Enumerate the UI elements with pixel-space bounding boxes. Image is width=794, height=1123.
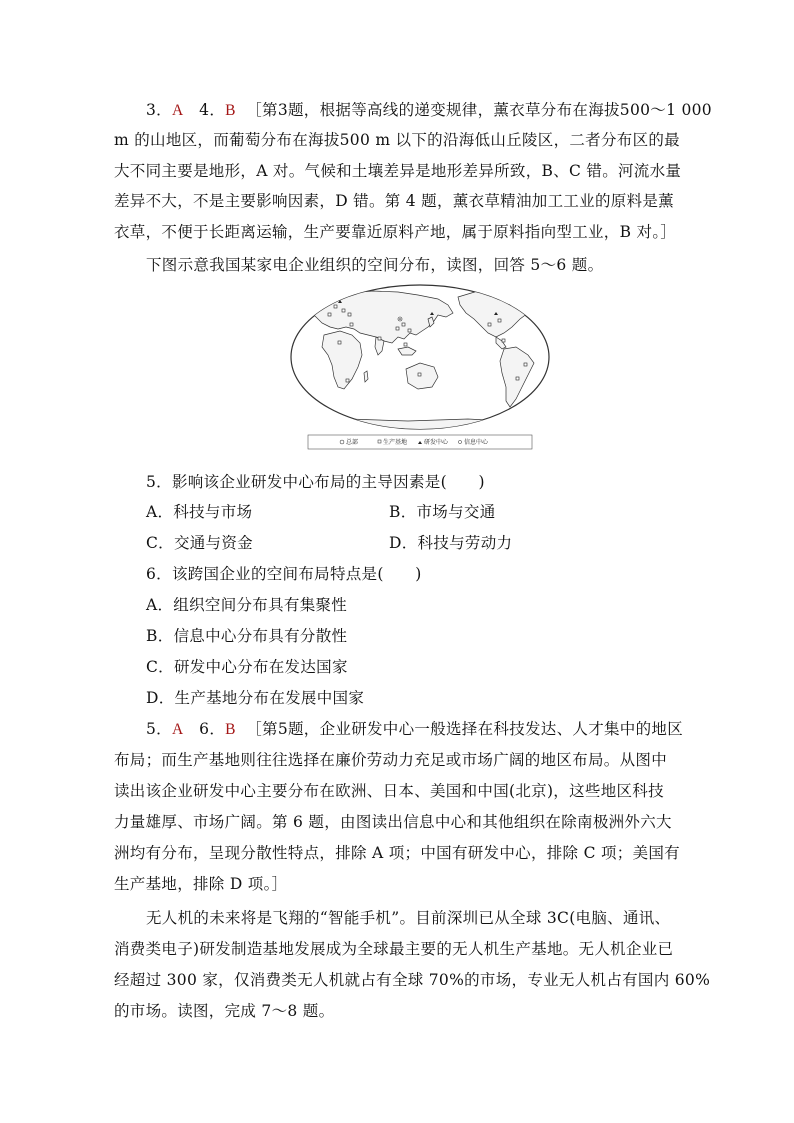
intro-7-8-line: 消费类电子)研发制造基地发展成为全球最主要的无人机生产基地。无人机企业已 bbox=[114, 940, 674, 958]
production-base-marker bbox=[418, 373, 421, 376]
world-map-figure bbox=[288, 283, 552, 455]
answer-letter: B bbox=[225, 721, 236, 738]
explanation-line: 读出该企业研发中心主要分布在欧洲、日本、美国和中国(北京)，这些地区科技 bbox=[114, 782, 664, 800]
explanation-text: ［第5题，企业研发中心一般选择在科技发达、人才集中的地区 bbox=[246, 720, 683, 738]
production-base-marker bbox=[348, 313, 351, 316]
question-6-stem: 6．该跨国企业的空间布局特点是( ) bbox=[146, 565, 422, 583]
answer-line-5-6 bbox=[146, 717, 683, 739]
answer-letter: B bbox=[225, 102, 236, 119]
production-base-marker bbox=[396, 327, 399, 330]
legend-info-center: 信息中心 bbox=[464, 439, 489, 446]
production-base-marker bbox=[328, 313, 331, 316]
antarctica bbox=[292, 419, 548, 433]
question-5-option-a[interactable]: A．科技与市场 bbox=[146, 503, 253, 521]
answer-letter: A bbox=[171, 102, 184, 119]
question-number: 6． bbox=[199, 720, 226, 738]
production-base-marker bbox=[350, 323, 353, 326]
intro-7-8-line: 的市场。读图，完成 7～8 题。 bbox=[114, 1002, 335, 1020]
production-base-marker bbox=[342, 309, 345, 312]
legend-rnd-center: 研发中心 bbox=[424, 439, 449, 446]
production-base-marker bbox=[408, 329, 411, 332]
intro-7-8-line: 无人机的未来将是飞翔的“智能手机”。目前深圳已从全球 3C(电脑、通讯、 bbox=[146, 909, 671, 927]
production-base-legend-icon bbox=[378, 440, 381, 443]
question-6-option-b[interactable]: B．信息中心分布具有分散性 bbox=[146, 627, 348, 645]
explanation-line: 布局；而生产基地则往往选择在廉价劳动力充足或市场广阔的地区布局。从图中 bbox=[114, 751, 668, 769]
question-number: 3． bbox=[146, 101, 172, 119]
question-number: 5． bbox=[146, 720, 172, 738]
production-base-marker bbox=[488, 323, 491, 326]
question-5-option-c[interactable]: C．交通与资金 bbox=[146, 534, 253, 552]
answer-letter: A bbox=[171, 721, 184, 738]
question-5-option-b[interactable]: B．市场与交通 bbox=[389, 503, 496, 521]
explanation-line: 衣草，不便于长距离运输，生产要靠近原料产地，属于原料指向型工业，B 对。］ bbox=[114, 223, 677, 241]
explanation-line: 生产基地，排除 D 项。］ bbox=[114, 875, 288, 893]
answer-line-3-4 bbox=[146, 98, 712, 120]
intro-5-6: 下图示意我国某家电企业组织的空间分布，读图，回答 5～6 题。 bbox=[146, 256, 604, 274]
legend-headquarters: 总部 bbox=[346, 439, 359, 446]
question-5-stem: 5．影响该企业研发中心布局的主导因素是( ) bbox=[146, 473, 485, 491]
production-base-marker bbox=[502, 339, 505, 342]
question-number: 4． bbox=[199, 101, 226, 119]
legend-production-base: 生产基地 bbox=[383, 439, 408, 446]
production-base-marker bbox=[516, 377, 519, 380]
info-center-legend-icon bbox=[458, 440, 461, 443]
production-base-marker bbox=[378, 337, 381, 340]
production-base-marker bbox=[498, 319, 501, 322]
explanation-line: 大不同主要是地形，A 对。气候和土壤差异是地形差异所致，B、C 错。河流水量 bbox=[114, 162, 682, 180]
headquarters-legend-icon bbox=[340, 440, 344, 444]
production-base-marker bbox=[402, 323, 405, 326]
explanation-text: ［第3题，根据等高线的递变规律，薰衣草分布在海拔500～1 000 bbox=[246, 101, 712, 119]
explanation-line: 力量雄厚、市场广阔。第 6 题，由图读出信息中心和其他组织在除南极洲外六大 bbox=[114, 813, 672, 831]
production-base-marker bbox=[334, 305, 337, 308]
explanation-line: m 的山地区，而葡萄分布在海拔500 m 以下的沿海低山丘陵区，二者分布区的最 bbox=[114, 131, 680, 149]
explanation-line: 差异不大，不是主要影响因素，D 错。第 4 题，薰衣草精油加工工业的原料是薰 bbox=[114, 192, 674, 210]
question-5-option-d[interactable]: D．科技与劳动力 bbox=[389, 534, 513, 552]
production-base-marker bbox=[404, 343, 407, 346]
greenland bbox=[524, 289, 542, 301]
headquarters-marker bbox=[398, 317, 402, 321]
explanation-line: 洲均有分布，呈现分散性特点，排除 A 项；中国有研发中心，排除 C 项；美国有 bbox=[114, 844, 680, 862]
production-base-marker bbox=[338, 341, 341, 344]
question-6-option-c[interactable]: C．研发中心分布在发达国家 bbox=[146, 658, 348, 676]
production-base-marker bbox=[346, 379, 349, 382]
intro-7-8-line: 经超过 300 家，仅消费类无人机就占有全球 70%的市场，专业无人机占有国内 60% bbox=[114, 971, 711, 989]
production-base-marker bbox=[524, 363, 527, 366]
question-6-option-d[interactable]: D．生产基地分布在发展中国家 bbox=[146, 689, 365, 707]
question-6-option-a[interactable]: A．组织空间分布具有集聚性 bbox=[146, 596, 348, 614]
